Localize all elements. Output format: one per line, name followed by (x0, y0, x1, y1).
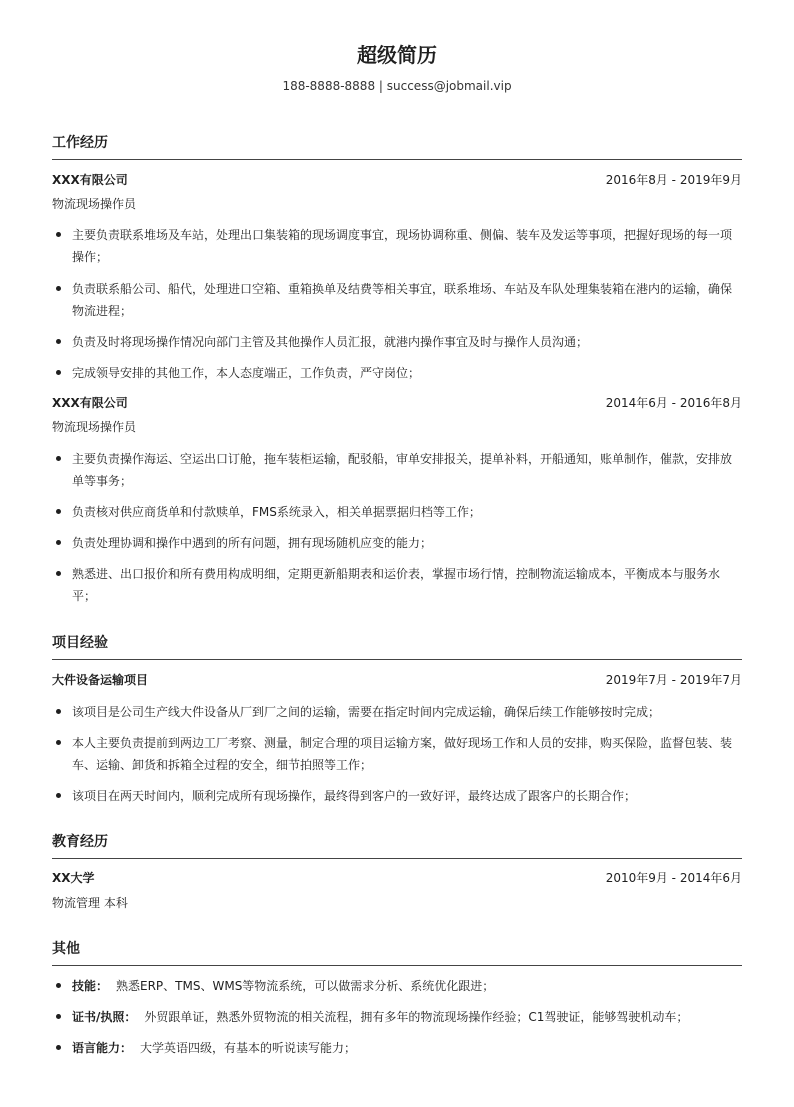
list-item-text: 负责处理协调和操作中遇到的所有问题，拥有现场随机应变的能力； (72, 536, 433, 550)
section-divider (52, 159, 742, 160)
bullet-dot (56, 540, 61, 545)
bullet-dot (56, 1014, 61, 1019)
list-item-text: 该项目是公司生产线大件设备从厂到厂之间的运输，需要在指定时间内完成运输，确保后续工作能够按时完成； (72, 705, 661, 719)
section-divider (52, 659, 742, 660)
list-item (52, 1006, 742, 1028)
bullet-dot (56, 740, 61, 745)
list-item (52, 975, 742, 997)
school-name: XX大学 (52, 871, 95, 885)
bullet-dot (56, 1045, 61, 1050)
bullet-dot (56, 571, 61, 576)
section-divider (52, 965, 742, 966)
bullet-dot (56, 232, 61, 237)
resume-name: 超级简历 (357, 43, 437, 67)
bullet-dot (56, 793, 61, 798)
section-title-work: 工作经历 (52, 135, 108, 151)
work-section (52, 132, 742, 603)
list-item (52, 563, 742, 607)
bullet-dot (56, 286, 61, 291)
bullet-dot (56, 983, 61, 988)
language-value: 大学英语四级，有基本的听说读写能力； (140, 1041, 357, 1055)
list-item-text: 负责核对供应商货单和付款赎单，FMS系统录入，相关单据票据归档等工作； (72, 505, 481, 519)
list-item-text: 熟悉进、出口报价和所有费用构成明细，定期更新船期表和运价表，掌握市场行情，控制物流运输成本，平衡成本与服务水平； (72, 567, 721, 603)
list-item-text: 负责联系船公司、船代，处理进口空箱、重箱换单及结费等相关事宜，联系堆场、车站及车队处理集装箱在港内的运输，确保物流进程； (72, 282, 733, 318)
skill-value: 熟悉ERP、TMS、WMS等物流系统，可以做需求分析、系统优化跟进； (116, 979, 495, 993)
list-item (52, 732, 742, 776)
education-major: 物流管理 本科 (52, 896, 128, 910)
bullet-dot (56, 456, 61, 461)
list-item (52, 1037, 742, 1059)
list-item (52, 501, 742, 523)
list-item-text: 完成领导安排的其他工作，本人态度端正，工作负责，严守岗位； (72, 366, 421, 380)
education-period: 2010年9月 - 2014年6月 (605, 871, 742, 885)
certificate-label: 证书/执照： (72, 1010, 137, 1024)
contact-info: 188-8888-8888 | success@jobmail.vip (282, 79, 512, 93)
list-item (52, 278, 742, 322)
job-period: 2014年6月 - 2016年8月 (605, 396, 742, 410)
list-item-text: 主要负责联系堆场及车站，处理出口集装箱的现场调度事宜，现场协调称重、侧偏、装车及发运等事项，把握好现场的每一项操作； (72, 228, 733, 264)
bullet-dot (56, 370, 61, 375)
list-item (52, 532, 742, 554)
bullet-dot (56, 709, 61, 714)
list-item (52, 331, 742, 353)
section-title-other: 其他 (52, 941, 80, 957)
list-item-text: 本人主要负责提前到两边工厂考察、测量，制定合理的项目运输方案，做好现场工作和人员的安排，购买保险，监督包装、装车、运输、卸货和拆箱全过程的安全，细节拍照等工作； (72, 736, 733, 772)
job-period: 2016年8月 - 2019年9月 (605, 173, 742, 187)
bullet-dot (56, 509, 61, 514)
list-item (52, 785, 742, 807)
project-name: 大件设备运输项目 (52, 673, 149, 687)
section-title-project: 项目经验 (52, 635, 108, 651)
list-item-text: 负责及时将现场操作情况向部门主管及其他操作人员汇报，就港内操作事宜及时与操作人员沟通； (72, 335, 589, 349)
company-name: XXX有限公司 (52, 396, 128, 410)
list-item (52, 224, 742, 268)
list-item (52, 701, 742, 723)
bullet-dot (56, 339, 61, 344)
project-period: 2019年7月 - 2019年7月 (605, 673, 742, 687)
project-section (52, 632, 742, 803)
section-title-education: 教育经历 (52, 834, 108, 850)
list-item-text: 主要负责操作海运、空运出口订舱，拖车装柜运输，配驳船，审单安排报关，提单补料，开船通知，账单制作，催款，安排放单等事务； (72, 452, 733, 488)
company-name: XXX有限公司 (52, 173, 128, 187)
certificate-value: 外贸跟单证，熟悉外贸物流的相关流程，拥有多年的物流现场操作经验；C1驾驶证，能够驾驶机动车； (144, 1010, 689, 1024)
list-item-text: 该项目在两天时间内，顺利完成所有现场操作，最终得到客户的一致好评，最终达成了跟客户的长期合作； (72, 789, 637, 803)
skill-label: 技能： (72, 979, 109, 993)
other-section (52, 938, 742, 1055)
education-section (52, 831, 742, 910)
job-role: 物流现场操作员 (52, 197, 137, 211)
job-role: 物流现场操作员 (52, 420, 137, 434)
list-item (52, 448, 742, 492)
list-item (52, 362, 742, 384)
language-label: 语言能力： (72, 1041, 133, 1055)
section-divider (52, 858, 742, 859)
